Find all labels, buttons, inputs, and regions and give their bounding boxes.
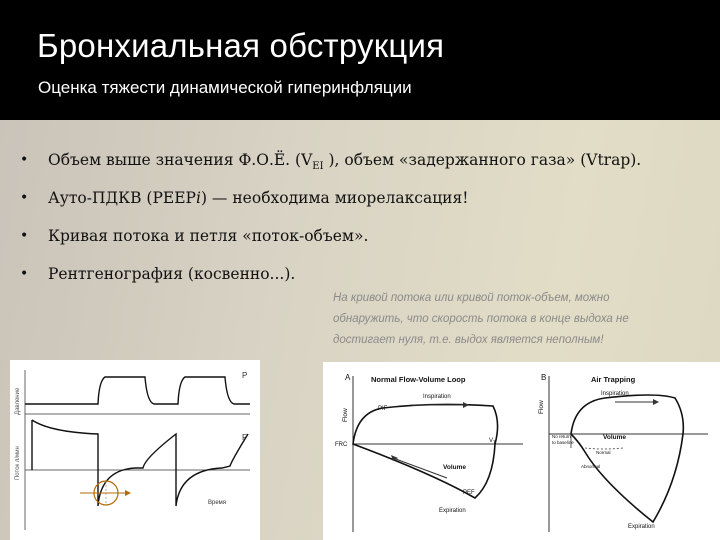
bullet-item-volume <box>18 148 708 186</box>
loop-b-title: Air Trapping <box>591 375 636 384</box>
note-line: На кривой потока или кривой поток-объем, можно <box>333 292 610 304</box>
flow-volume-figure <box>323 362 720 540</box>
bullet-icon: • <box>20 266 29 282</box>
flow-axis-label: Поток л/мин <box>15 446 21 480</box>
bullet-text: Рентгенография (косвенно...). <box>48 265 296 283</box>
flow-trace <box>32 420 248 506</box>
loop-b-normal-curve <box>585 448 623 449</box>
bullet-icon: • <box>20 190 29 206</box>
flow-trace-label: F <box>242 433 247 442</box>
loop-a-frc-label: FRC <box>335 442 348 448</box>
slide-subtitle: Оценка тяжести динамической гиперинфляции <box>38 78 412 97</box>
loop-a-curve <box>353 404 498 498</box>
pressure-trace <box>25 377 250 404</box>
bullet-text-post: ), объем «задержанного газа» (Vtrap). <box>323 151 642 169</box>
pressure-axis-label: Давление <box>15 387 21 415</box>
loop-b-letter: B <box>541 373 547 382</box>
arrow-right-icon <box>463 402 469 408</box>
header-bar <box>0 0 720 120</box>
bullet-text-pre: Объем выше значения Ф.О.Ё. (V <box>48 151 313 169</box>
bullet-item-autopeep <box>18 186 708 224</box>
bullet-icon: • <box>20 228 29 244</box>
note-line: обнаружить, что скорость потока в конце выдоха не <box>333 313 629 325</box>
bullet-text-pre: Ауто-ПДКВ (PEEP <box>48 189 196 207</box>
bullet-list <box>18 148 708 300</box>
loop-b-to-baseline-label: to baseline <box>552 440 574 445</box>
loop-a-letter: A <box>345 373 351 382</box>
waveform-panel <box>10 360 260 540</box>
flow-volume-panel <box>323 362 720 540</box>
loop-a-pif-label: PIF <box>378 406 388 412</box>
loop-b-inspiration-label: Inspiration <box>601 391 629 397</box>
bullet-text-post: ) — необходима миорелаксация! <box>200 189 469 207</box>
loop-b-abnormal-label: Abnormal <box>581 464 601 469</box>
loop-a-volume-label: Volume <box>443 464 466 471</box>
loop-b-curve <box>571 395 683 522</box>
arrow-head-icon <box>125 490 131 496</box>
loop-b-expiration-label: Expiration <box>628 524 655 530</box>
loop-b-flow-label: Flow <box>538 400 545 414</box>
loop-a-title: Normal Flow-Volume Loop <box>371 375 466 384</box>
time-label: Время <box>208 500 227 506</box>
bullet-text-italic: i <box>195 189 201 207</box>
note-text <box>333 288 703 351</box>
bullet-item-flow-curve <box>18 224 708 262</box>
pressure-trace-label: P <box>242 371 248 380</box>
loop-a-vt-label: $V_T$ <box>489 438 496 445</box>
bullet-text-sub: EI <box>312 161 324 173</box>
loop-b-no-return-label: No return <box>552 434 571 439</box>
loop-a-pef-label: PEF <box>463 490 475 496</box>
slide-title: Бронхиальная обструкция <box>37 27 445 64</box>
bullet-icon: • <box>20 152 29 168</box>
waveform-figure <box>10 360 260 540</box>
bullet-text: Кривая потока и петля «поток-объем». <box>48 227 369 245</box>
loop-b-volume-label: Volume <box>603 434 626 441</box>
loop-a-expiration-arrow <box>393 458 447 478</box>
loop-a-expiration-label: Expiration <box>439 508 466 514</box>
loop-b-normal-label: Normal <box>596 450 611 455</box>
loop-a-flow-label: Flow <box>342 408 349 422</box>
note-line: достигает нуля, т.е. выдох является неполным! <box>333 334 604 346</box>
arrow-right-icon <box>653 399 659 405</box>
loop-a-inspiration-label: Inspiration <box>423 394 451 400</box>
